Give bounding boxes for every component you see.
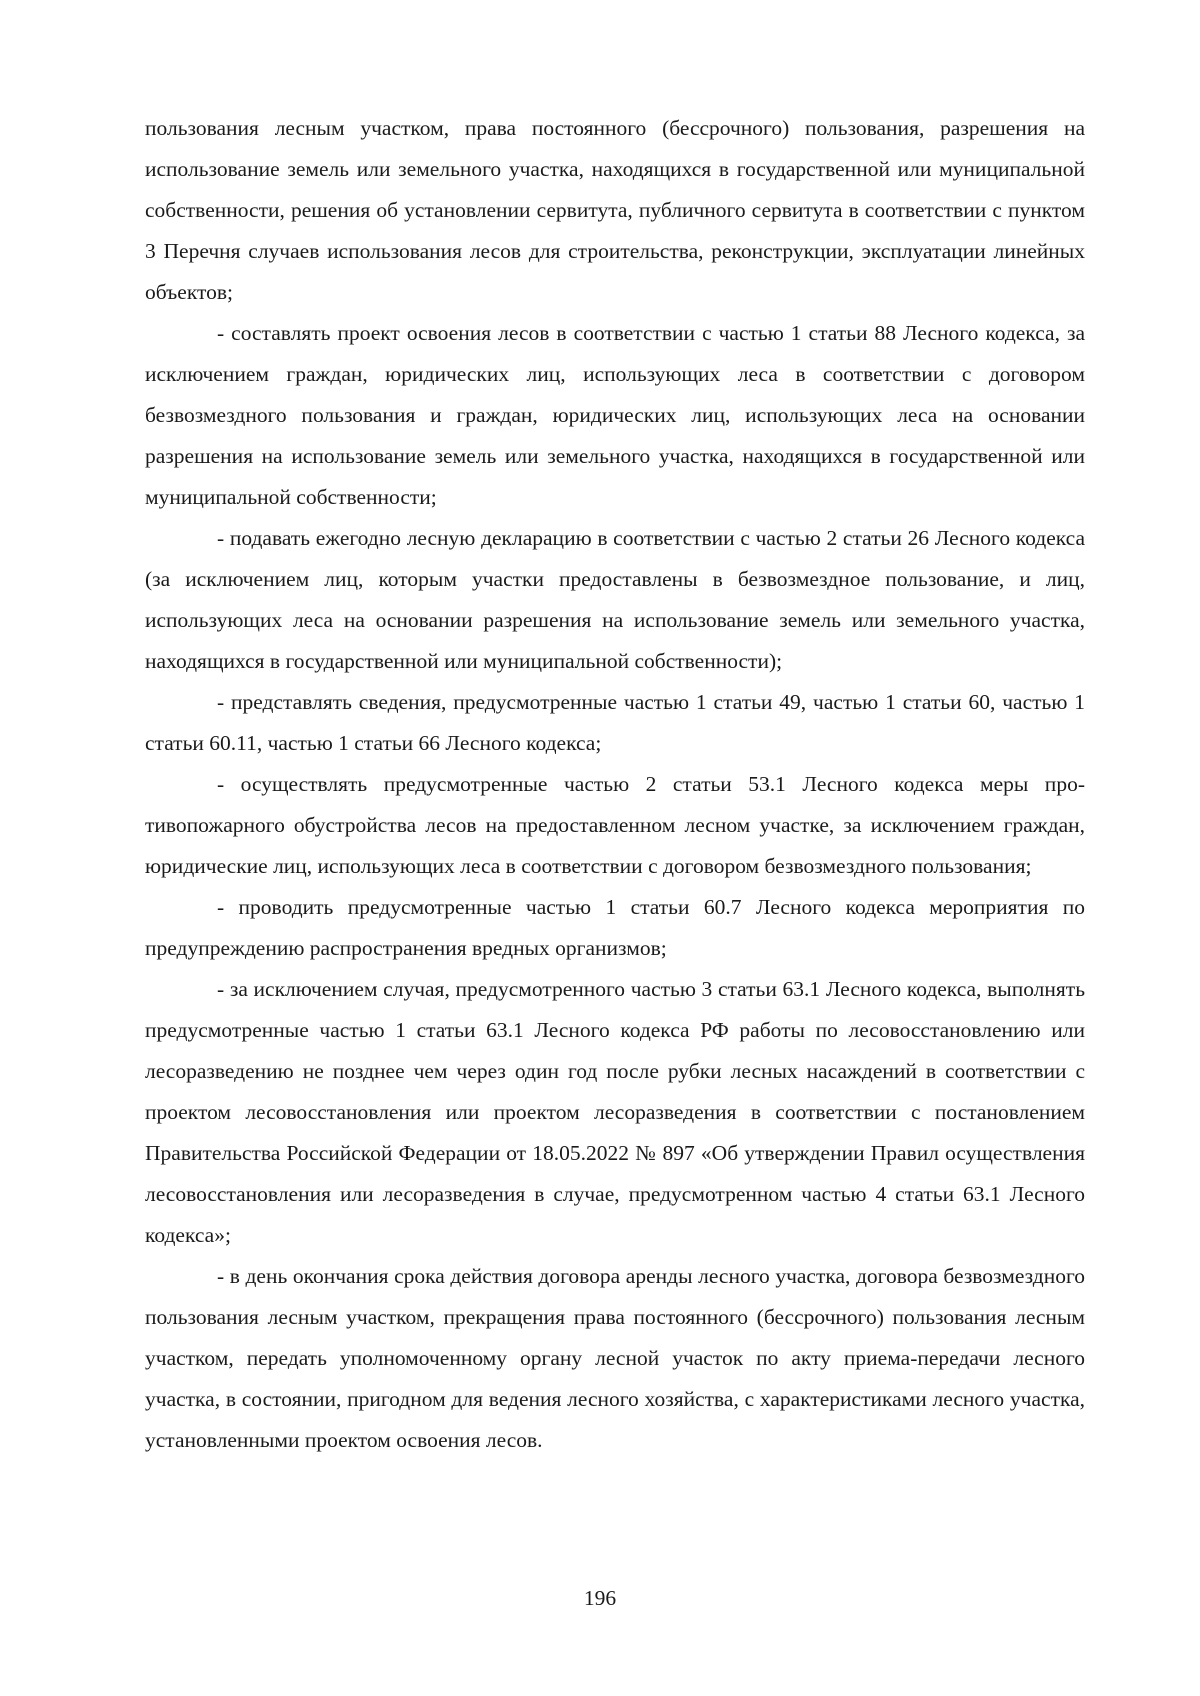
paragraph-reforestation: - за исключением случая, предусмотренного частью 3 статьи 63.1 Лесного кодекса, выполнять предусмотренные частью 1 статьи 63.1 Лесного кодекса РФ работы по лесовосстановлению или лесоразведению не позднее чем через один год после рубки лесных насаждений в соответствии с проектом лесовосстановления или проектом лесоразведения в соответствии с постановлением Правительства Российской Федерации от 18.05.2022 № 897 «Об утверждении Правил осуществления лесовосстановления или лесоразведения в случае, предусмотренном частью 4 статьи 63.1 Лесного кодекса»; xyxy=(145,977,1085,1247)
page-number: 196 xyxy=(583,1586,617,1610)
paragraph-forest-declaration: - подавать ежегодно лесную декларацию в соответствии с частью 2 статьи 26 Лесного кодекса (за исключением лиц, которым участки предоставлены в безвозмездное пользование, и лиц, использующих леса на основании разрешения на использование земель или земельного участка, находящихся в государственной или муниципальной собственности); xyxy=(145,526,1085,673)
paragraph-submit-information: - представлять сведения, предусмотренные частью 1 статьи 49, частью 1 статьи 60, частью 1 статьи 60.11, частью 1 статьи 66 Лесного кодекса; xyxy=(145,690,1085,755)
paragraph-harmful-organisms: - проводить предусмотренные частью 1 статьи 60.7 Лесного кодекса мероприятия по предупреждению распространения вредных организмов; xyxy=(145,895,1085,960)
paragraph-forest-development-project: - составлять проект освоения лесов в соответствии с частью 1 статьи 88 Лесного кодекса, за исключением граждан, юридических лиц, использующих леса в соответствии с договором безвозмездного пользования и граждан, юридических лиц, использующих леса на основании разрешения на использование земель или земельного участка, находящихся в государственной или муниципальной собственности; xyxy=(145,321,1085,509)
paragraph-transfer-plot: - в день окончания срока действия договора аренды лесного участка, договора безвозмездного пользования лесным участком, прекращения права постоянного (бессрочного) пользования лесным участком, передать уполномоченному органу лесной участок по акту приема-передачи лесного участка, в состоянии, пригодном для ведения лесного хозяйства, с характеристиками лесного участка, установленными проектом освоения лесов. xyxy=(145,1264,1085,1452)
paragraph-fire-prevention: - осуществлять предусмотренные частью 2 статьи 53.1 Лесного кодекса меры противопожарного обустройства лесов на предоставленном лесном участке, за исключением граждан, юридические лиц, использующих леса в соответствии с договором безвозмездного пользования; xyxy=(145,772,1085,878)
paragraph-continuation: пользования лесным участком, права постоянного (бессрочного) пользования, разрешения на использование земель или земельного участка, находящихся в государственной или муниципальной собственности, решения об установлении сервитута, публичного сервитута в соответствии с пунктом 3 Перечня случаев использования лесов для строительства, реконструкции, эксплуатации линейных объектов; xyxy=(145,116,1085,304)
document-body xyxy=(145,108,1085,1461)
